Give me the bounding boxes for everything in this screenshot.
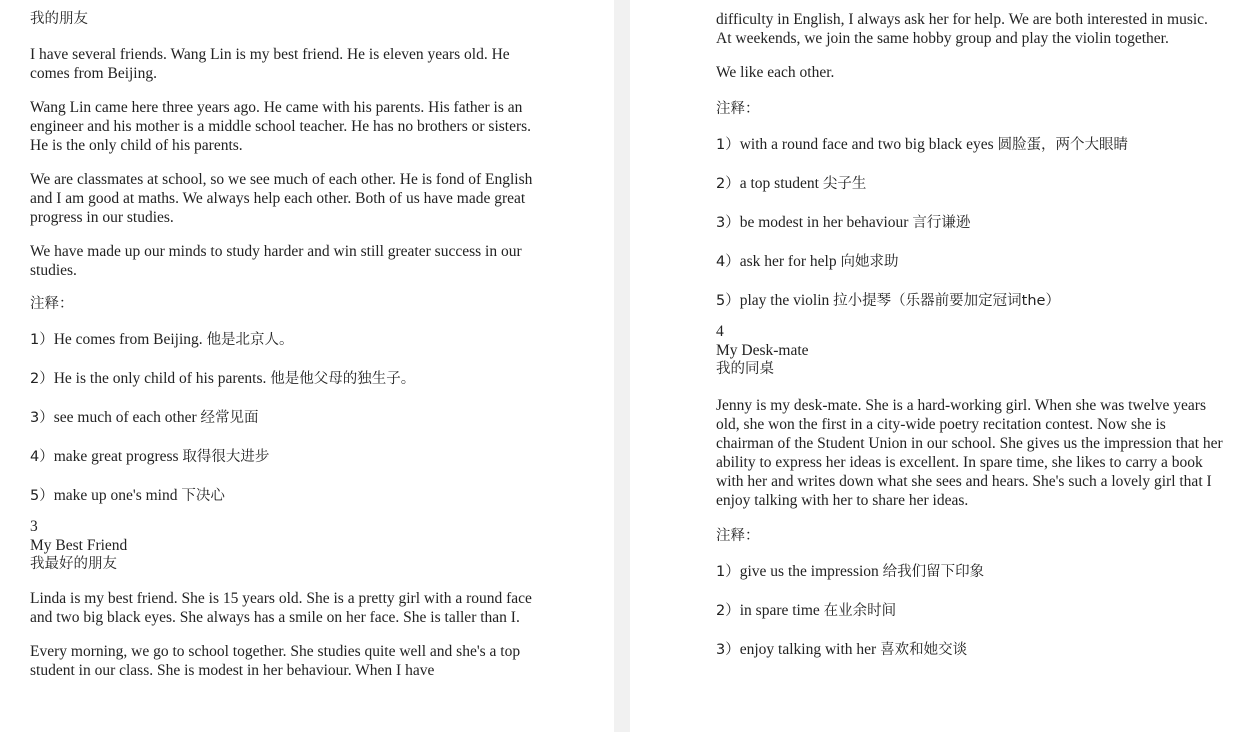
note-number: 4） bbox=[30, 449, 54, 465]
note-number: 4） bbox=[716, 254, 740, 270]
note-number: 2） bbox=[716, 603, 740, 619]
note-item bbox=[30, 369, 614, 389]
note-english: enjoy talking with her bbox=[739, 641, 877, 658]
paragraph: Every morning, we go to school together. She studies quite well and she's a top student in our class. She is modest in her behaviour. When I have bbox=[30, 643, 521, 679]
note-english: play the violin bbox=[739, 292, 830, 309]
note-number: 1） bbox=[716, 564, 740, 580]
note-english: make up one's mind bbox=[53, 487, 178, 504]
note-number: 3） bbox=[716, 215, 740, 231]
section-title-chinese: 我最好的朋友 bbox=[30, 556, 117, 572]
note-item bbox=[30, 408, 614, 428]
left-page bbox=[0, 0, 614, 732]
note-english: see much of each other bbox=[53, 409, 197, 426]
note-english: He comes from Beijing. bbox=[53, 331, 203, 348]
note-english: He is the only child of his parents. bbox=[53, 370, 267, 387]
note-number: 3） bbox=[716, 642, 740, 658]
note-item bbox=[30, 447, 614, 467]
note-chinese: 取得很大进步 bbox=[182, 449, 270, 465]
note-english: give us the impression bbox=[739, 563, 879, 580]
note-chinese: 他是北京人。 bbox=[206, 332, 294, 348]
notes-heading: 注释： bbox=[716, 101, 760, 117]
note-number: 5） bbox=[30, 488, 54, 504]
paragraph: Linda is my best friend. She is 15 years old. She is a pretty girl with a round face and two big black eyes. She always has a smile on her face. She is taller than I. bbox=[30, 590, 532, 626]
note-english: make great progress bbox=[53, 448, 179, 465]
paragraph-continued: difficulty in English, I always ask her for help. We are both interested in music. At weekends, we join the same hobby group and play the violin together. bbox=[716, 11, 1208, 47]
note-item bbox=[716, 252, 1233, 272]
note-number: 2） bbox=[30, 371, 54, 387]
notes-heading: 注释： bbox=[30, 296, 74, 312]
note-chinese: 下决心 bbox=[181, 488, 225, 504]
note-number: 2） bbox=[716, 176, 740, 192]
note-chinese: 尖子生 bbox=[822, 176, 867, 192]
note-item bbox=[716, 213, 1233, 233]
section-number: 4 bbox=[716, 323, 724, 340]
note-english: with a round face and two big black eyes bbox=[739, 136, 994, 153]
note-chinese: 拉小提琴（乐器前要加定冠词the） bbox=[833, 293, 1060, 309]
section-header bbox=[30, 517, 614, 574]
note-item bbox=[716, 291, 1233, 311]
note-english: be modest in her behaviour bbox=[739, 214, 909, 231]
section-title-english: My Best Friend bbox=[30, 537, 128, 554]
note-item bbox=[30, 330, 614, 350]
note-item bbox=[716, 601, 1233, 621]
note-english: a top student bbox=[739, 175, 819, 192]
note-chinese: 经常见面 bbox=[200, 410, 259, 426]
note-chinese: 喜欢和她交谈 bbox=[880, 642, 968, 658]
paragraph: We are classmates at school, so we see much of each other. He is fond of English and I am good at maths. We always help each other. Both of us have made great progress in our studies. bbox=[30, 171, 533, 226]
note-item bbox=[716, 640, 1233, 660]
note-number: 1） bbox=[30, 332, 54, 348]
note-number: 1） bbox=[716, 137, 740, 153]
notes-heading: 注释： bbox=[716, 528, 760, 544]
section-title-english: My Desk-mate bbox=[716, 342, 809, 359]
note-chinese: 言行谦逊 bbox=[912, 215, 971, 231]
note-chinese: 在业余时间 bbox=[823, 603, 897, 619]
paragraph: I have several friends. Wang Lin is my best friend. He is eleven years old. He comes from Beijing. bbox=[30, 46, 510, 82]
note-item bbox=[716, 562, 1233, 582]
note-item bbox=[716, 135, 1233, 155]
section-header bbox=[716, 322, 1233, 379]
paragraph: Jenny is my desk-mate. She is a hard-working girl. When she was twelve years old, she won the first in a city-wide poetry recitation contest. Now she is chairman of the Student Union in our school. She gives us the impression that her ability to express her ideas is excellent. In spare time, she likes to carry a book with her and writes down what she sees and hears. She's such a lovely girl that I enjoy talking with her to share her ideas. bbox=[716, 397, 1223, 509]
note-english: ask her for help bbox=[739, 253, 837, 270]
paragraph: We like each other. bbox=[716, 64, 835, 81]
note-item bbox=[30, 486, 614, 506]
paragraph: Wang Lin came here three years ago. He came with his parents. His father is an engineer and his mother is a middle school teacher. He has no brothers or sisters. He is the only child of his parents. bbox=[30, 99, 532, 154]
note-item bbox=[716, 174, 1233, 194]
note-chinese: 圆脸蛋，两个大眼睛 bbox=[997, 137, 1129, 153]
note-number: 5） bbox=[716, 293, 740, 309]
note-number: 3） bbox=[30, 410, 54, 426]
paragraph: We have made up our minds to study harder and win still greater success in our studies. bbox=[30, 243, 522, 279]
note-chinese: 他是他父母的独生子。 bbox=[270, 371, 416, 387]
note-chinese: 给我们留下印象 bbox=[882, 564, 985, 580]
section-title-chinese: 我的同桌 bbox=[716, 361, 774, 377]
note-chinese: 向她求助 bbox=[840, 254, 899, 270]
essay-title: 我的朋友 bbox=[30, 11, 88, 27]
right-page bbox=[630, 0, 1233, 732]
note-english: in spare time bbox=[739, 602, 820, 619]
section-number: 3 bbox=[30, 518, 38, 535]
